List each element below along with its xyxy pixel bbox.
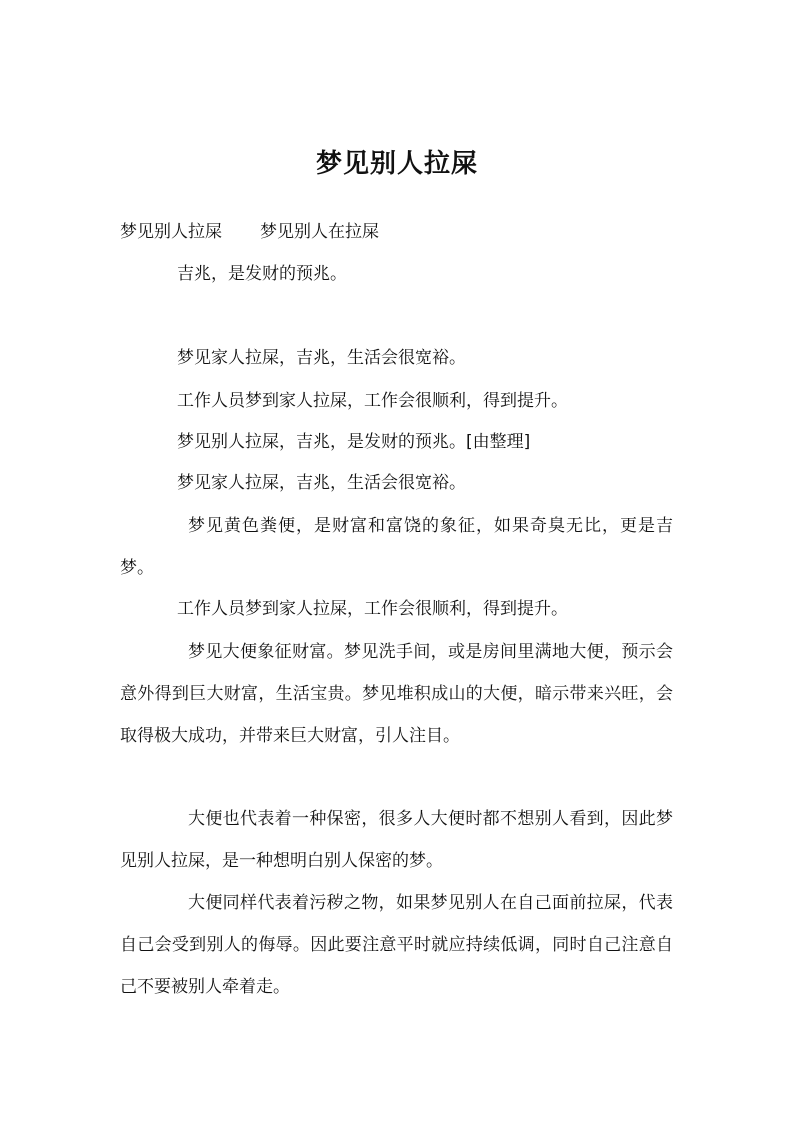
paragraph-wealth: 梦见大便象征财富。梦见洗手间，或是房间里满地大便，预示会意外得到巨大财富，生活宝贵。梦见堆积成山的大便，暗示带来兴旺，会取得极大成功，并带来巨大财富，引人注目。	[120, 642, 673, 746]
page-title: 梦见别人拉屎	[315, 149, 478, 179]
text-line: 吉兆，是发财的预兆。	[177, 264, 347, 284]
subtitle-line	[120, 220, 379, 244]
text-line: 梦见家人拉屎，吉兆，生活会很宽裕。	[177, 348, 466, 368]
text-line: 梦见家人拉屎，吉兆，生活会很宽裕。	[177, 473, 466, 493]
paragraph-yellow: 梦见黄色粪便，是财富和富饶的象征，如果奇臭无比，更是吉梦。	[120, 516, 673, 578]
text-line: 梦见别人拉屎，吉兆，是发财的预兆。[由整理]	[177, 432, 531, 452]
text-line: 工作人员梦到家人拉屎，工作会很顺利，得到提升。	[177, 391, 568, 411]
paragraph-secret: 大便也代表着一种保密，很多人大便时都不想别人看到，因此梦见别人拉屎，是一种想明白别人保密的梦。	[120, 809, 673, 871]
paragraph-insult: 大便同样代表着污秽之物，如果梦见别人在自己面前拉屎，代表自己会受到别人的侮辱。因此要注意平时就应持续低调，同时自己注意自己不要被别人牵着走。	[120, 893, 673, 997]
subtitle-left: 梦见别人拉屎	[120, 222, 222, 242]
subtitle-right: 梦见别人在拉屎	[260, 222, 379, 242]
text-line: 工作人员梦到家人拉屎，工作会很顺利，得到提升。	[177, 599, 568, 619]
